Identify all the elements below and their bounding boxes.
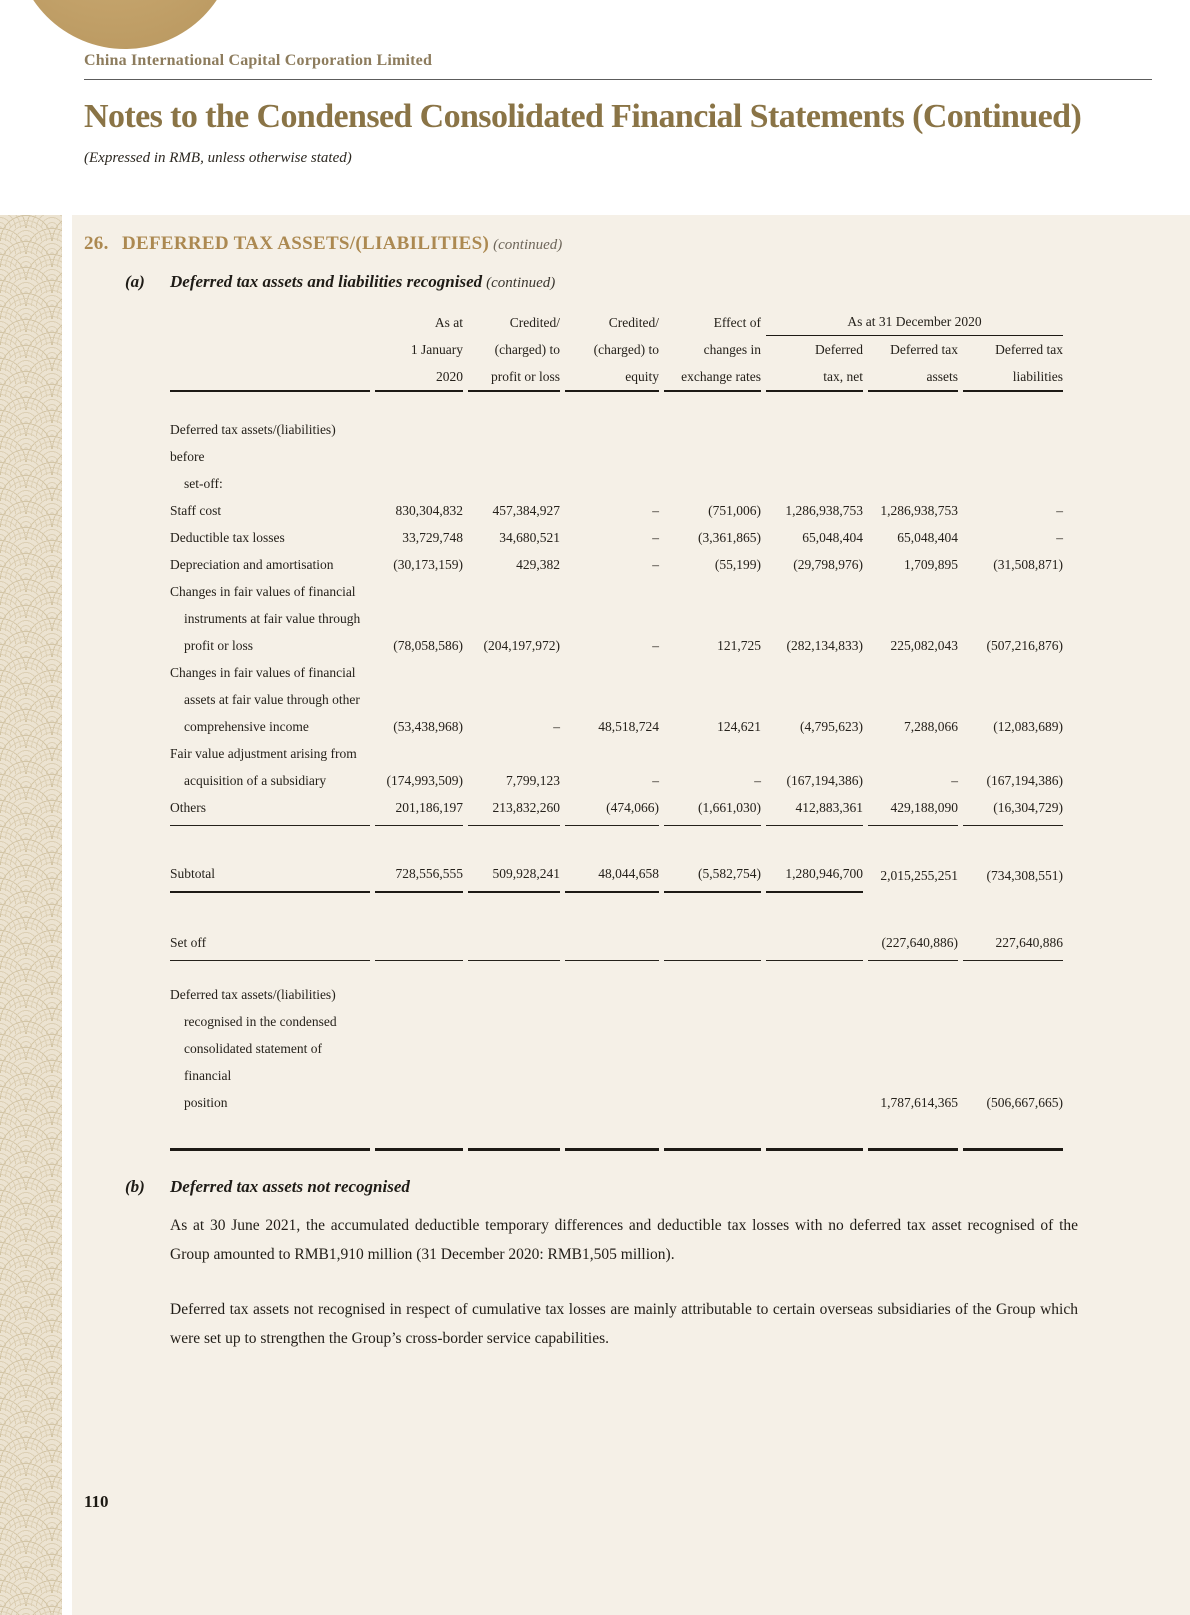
- row-value: –: [652, 503, 659, 518]
- row-label: Subtotal: [170, 860, 370, 893]
- row-value: (282,134,833): [786, 638, 863, 653]
- row-label: Depreciation and amortisation: [170, 557, 334, 572]
- table-row: [170, 794, 1063, 826]
- paragraph-deductible-differences: As at 30 June 2021, the accumulated deductible temporary differences and deductible tax losses with no deferred tax asset recognised of the Group amounted to RMB1,910 million (31 December 2020: RMB1,505 million).: [170, 1217, 1078, 1263]
- column-header-deferred-tax-net: Deferred tax, net: [766, 336, 863, 392]
- row-value: 34,680,521: [499, 530, 560, 545]
- row-value: –: [652, 773, 659, 788]
- row-value: –: [754, 773, 761, 788]
- table-row: [170, 497, 1063, 524]
- row-value: [664, 929, 761, 961]
- row-value: 48,044,658: [565, 860, 659, 893]
- row-value: –: [1056, 503, 1063, 518]
- table-corner-cell: [170, 308, 370, 392]
- row-value: 412,883,361: [766, 794, 863, 826]
- row-label: Deferred tax assets/(liabilities) before set-off:: [170, 422, 336, 491]
- content-panel: [72, 215, 1190, 1615]
- row-value: –: [1056, 530, 1063, 545]
- row-value: 201,186,197: [375, 794, 463, 826]
- row-value: 124,621: [717, 719, 761, 734]
- table-row: [170, 929, 1063, 961]
- row-value: (734,308,551): [986, 868, 1063, 883]
- row-value: [565, 929, 659, 961]
- row-value: (167,194,386): [786, 773, 863, 788]
- row-value: 65,048,404: [802, 530, 863, 545]
- row-value: (204,197,972): [483, 638, 560, 653]
- page-title: Notes to the Condensed Consolidated Financial Statements (Continued): [84, 98, 1082, 135]
- subsection-a-continued-note: (continued): [486, 275, 556, 291]
- row-value: 728,556,555: [375, 860, 463, 893]
- table-spacer-row: [170, 893, 1063, 929]
- row-value: (751,006): [708, 503, 761, 518]
- row-value: (16,304,729): [963, 794, 1063, 826]
- seigaiha-pattern-strip: [0, 215, 62, 1615]
- row-value: (227,640,886): [868, 929, 958, 961]
- row-value: –: [951, 773, 958, 788]
- row-value: [868, 416, 958, 497]
- subsection-b-title: Deferred tax assets not recognised: [170, 1177, 410, 1196]
- row-value: [664, 416, 761, 497]
- row-value: 33,729,748: [402, 530, 463, 545]
- table-spacer-row: [170, 392, 1063, 416]
- row-value: 1,286,938,753: [880, 503, 958, 518]
- row-label: Fair value adjustment arising from acquisition of a subsidiary: [170, 746, 357, 788]
- row-value: [375, 416, 463, 497]
- row-value: –: [652, 530, 659, 545]
- row-value: (167,194,386): [986, 773, 1063, 788]
- row-label: Staff cost: [170, 503, 222, 518]
- row-value: [468, 416, 560, 497]
- row-value: 121,725: [717, 638, 761, 653]
- table-row: [170, 740, 1063, 794]
- subsection-a-heading: [125, 272, 1190, 292]
- row-value: [565, 416, 659, 497]
- subsection-a-marker: (a): [125, 272, 145, 291]
- row-label: Others: [170, 794, 370, 826]
- row-value: [468, 981, 560, 1151]
- row-value: (1,661,030): [664, 794, 761, 826]
- table-row: [170, 659, 1063, 740]
- subsection-b-marker: (b): [125, 1177, 145, 1196]
- section-26-heading: [72, 215, 1190, 255]
- row-value: (506,667,665): [963, 981, 1063, 1151]
- column-header-as-at-1-jan-2020: As at 1 January 2020: [375, 308, 463, 392]
- row-value: –: [553, 719, 560, 734]
- table-row: [170, 981, 1063, 1151]
- row-value: 48,518,724: [598, 719, 659, 734]
- row-value: 2,015,255,251: [880, 868, 958, 883]
- row-value: [766, 929, 863, 961]
- row-value: [375, 981, 463, 1151]
- row-value: [766, 416, 863, 497]
- row-value: 7,799,123: [506, 773, 560, 788]
- row-value: 225,082,043: [890, 638, 958, 653]
- document-header: [84, 52, 1152, 167]
- group-header-as-at-31-dec-2020: As at 31 December 2020: [766, 308, 1063, 336]
- row-value: (31,508,871): [993, 557, 1063, 572]
- row-value: [375, 929, 463, 961]
- column-header-credited-profit-or-loss: Credited/ (charged) to profit or loss: [468, 308, 560, 392]
- row-value: (78,058,586): [393, 638, 463, 653]
- row-value: 830,304,832: [395, 503, 463, 518]
- table-row: [170, 860, 1063, 893]
- row-value: (29,798,976): [793, 557, 863, 572]
- table-row: [170, 416, 1063, 497]
- row-value: [468, 929, 560, 961]
- row-label: Deductible tax losses: [170, 530, 285, 545]
- row-value: –: [652, 638, 659, 653]
- row-value: 429,188,090: [868, 794, 958, 826]
- row-value: –: [652, 557, 659, 572]
- row-label: Deferred tax assets/(liabilities) recognised in the condensed consolidated statement of financial position: [170, 981, 370, 1151]
- row-value: (53,438,968): [393, 719, 463, 734]
- row-value: (474,066): [565, 794, 659, 826]
- row-value: (174,993,509): [386, 773, 463, 788]
- row-value: (507,216,876): [986, 638, 1063, 653]
- section-number: 26.: [84, 233, 109, 254]
- row-label: Set off: [170, 929, 370, 961]
- column-header-deferred-tax-assets: Deferred tax assets: [868, 336, 958, 392]
- table-row: [170, 524, 1063, 551]
- deferred-tax-table: [165, 308, 1068, 1151]
- column-header-exchange-rates: Effect of changes in exchange rates: [664, 308, 761, 392]
- row-value: (3,361,865): [698, 530, 761, 545]
- row-value: (30,173,159): [393, 557, 463, 572]
- company-name: China International Capital Corporation Limited: [84, 52, 433, 69]
- row-label: Changes in fair values of financial instruments at fair value through profit or loss: [170, 584, 361, 653]
- row-value: [664, 981, 761, 1151]
- currency-note: (Expressed in RMB, unless otherwise stated): [84, 150, 352, 166]
- paragraph-overseas-subsidiaries: Deferred tax assets not recognised in respect of cumulative tax losses are mainly attributable to certain overseas subsidiaries of the Group which were set up to strengthen the Group’s cross-border service capabilities.: [170, 1301, 1078, 1347]
- subsection-b-heading: [125, 1177, 1190, 1197]
- header-divider: [84, 79, 1152, 80]
- table-row: [170, 551, 1063, 578]
- row-label: Changes in fair values of financial assets at fair value through other comprehensive income: [170, 665, 360, 734]
- row-value: 65,048,404: [897, 530, 958, 545]
- table-header: [170, 308, 1063, 392]
- row-value: (12,083,689): [993, 719, 1063, 734]
- row-value: (5,582,754): [664, 860, 761, 893]
- row-value: 457,384,927: [492, 503, 560, 518]
- row-value: [766, 981, 863, 1151]
- row-value: (55,199): [714, 557, 761, 572]
- page-number: 110: [84, 1492, 109, 1511]
- row-value: (4,795,623): [800, 719, 863, 734]
- section-continued-note: (continued): [493, 237, 563, 253]
- row-value: 7,288,066: [904, 719, 958, 734]
- column-header-deferred-tax-liabilities: Deferred tax liabilities: [963, 336, 1063, 392]
- column-header-credited-equity: Credited/ (charged) to equity: [565, 308, 659, 392]
- section-title: DEFERRED TAX ASSETS/(LIABILITIES): [122, 233, 490, 254]
- table-body: [170, 392, 1063, 1151]
- decorative-gold-circle: [14, 0, 236, 49]
- subsection-a-title: Deferred tax assets and liabilities recognised: [170, 272, 483, 291]
- row-value: 1,280,946,700: [766, 860, 863, 893]
- row-value: [565, 981, 659, 1151]
- row-value: 227,640,886: [963, 929, 1063, 961]
- row-value: 509,928,241: [468, 860, 560, 893]
- table-row: [170, 578, 1063, 659]
- row-value: 213,832,260: [468, 794, 560, 826]
- row-value: 1,709,895: [904, 557, 958, 572]
- table-spacer-row: [170, 961, 1063, 981]
- row-value: [963, 416, 1063, 497]
- row-value: 1,787,614,365: [868, 981, 958, 1151]
- row-value: 1,286,938,753: [785, 503, 863, 518]
- table-spacer-row: [170, 826, 1063, 860]
- row-value: 429,382: [516, 557, 560, 572]
